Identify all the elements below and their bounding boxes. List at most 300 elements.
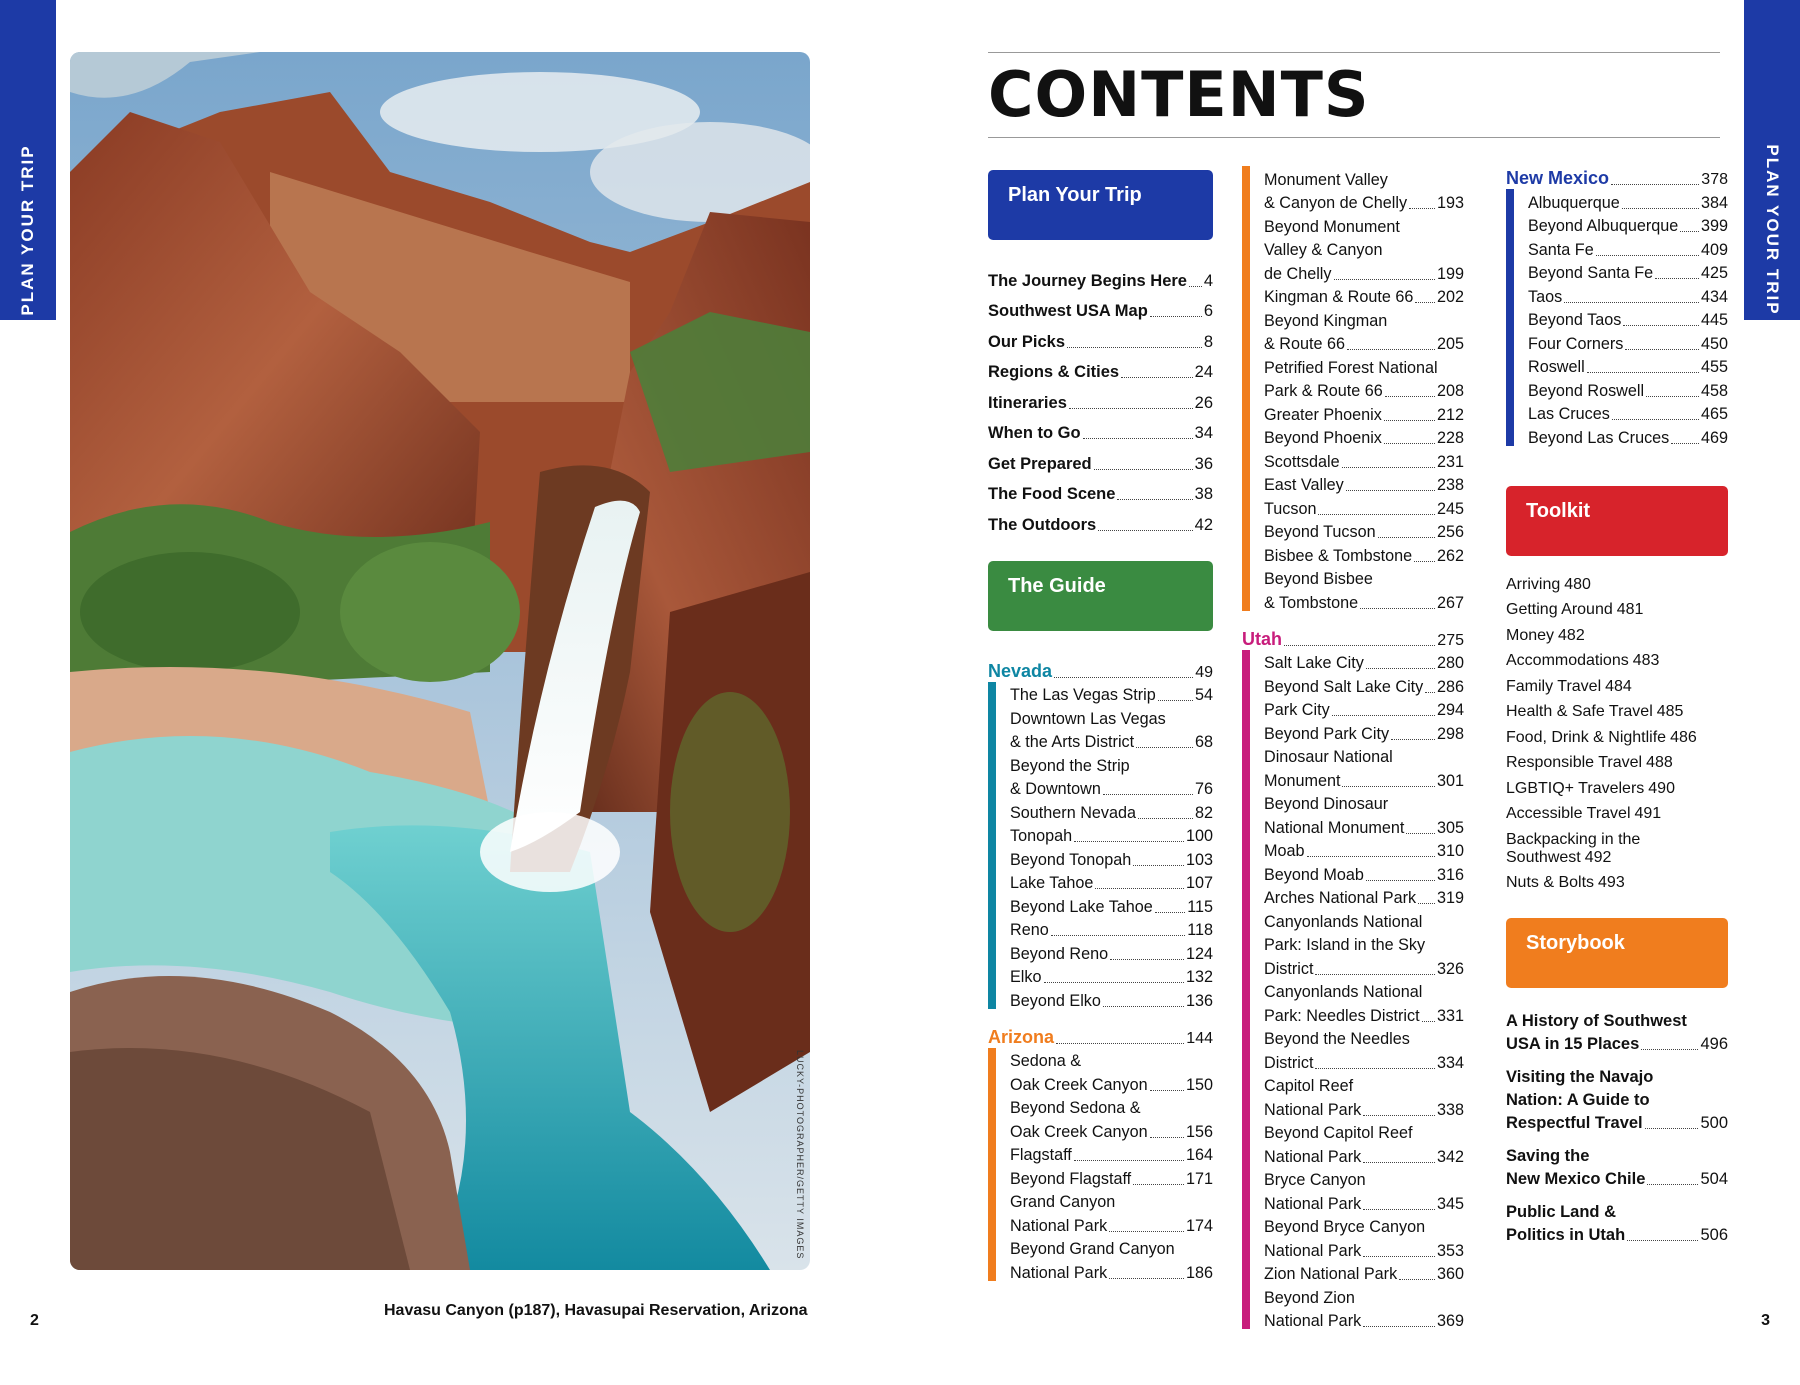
toc-entry-label: Bryce Canyon [1264,1171,1366,1189]
toc-entry-line [1506,1087,1728,1110]
toc-entry-label: Beyond Dinosaur [1264,795,1389,813]
toc-entry[interactable] [1264,979,1464,1026]
leader-dots [1625,349,1699,350]
toc-entry-label: Beyond Santa Fe [1528,264,1654,282]
toc-entry-page: 504 [1700,1170,1728,1188]
toc-entry[interactable] [1010,1048,1213,1095]
toc-entry-page: 484 [1605,677,1632,695]
toc-entry-label: District [1264,959,1314,978]
toc-entry[interactable] [1010,1236,1213,1283]
toc-entry[interactable] [1264,697,1464,721]
leader-dots [1646,396,1699,397]
leader-dots [1399,1279,1435,1280]
leader-dots [1095,888,1184,889]
toc-entry-label: Lake Tahoe [1010,874,1094,892]
toc-entry[interactable] [1264,166,1464,213]
toc-entry-page: 491 [1634,805,1662,822]
toc-entry-label: Beyond Las Cruces [1528,428,1670,447]
toc-entry[interactable] [1506,874,1728,892]
utah-list [1242,650,1464,1332]
toc-entry-line [1010,1118,1213,1142]
toc-entry-label: Oak Creek Canyon [1010,1122,1148,1141]
toc-entry[interactable] [1528,189,1728,213]
toc-entry-line [1264,378,1464,402]
toc-entry-line [1506,627,1728,645]
toc-entry-label: National Park [1010,1263,1108,1282]
toc-entry-label: USA in 15 Places [1506,1035,1640,1053]
toc-entry-label: The Outdoors [988,515,1097,534]
toc-entry-page: 280 [1436,654,1464,672]
toc-entry-page: 316 [1436,865,1464,884]
toc-entry-page: 480 [1564,575,1591,593]
toc-entry[interactable] [1528,424,1728,448]
toc-entry[interactable] [1506,576,1728,594]
leader-dots [1133,1184,1184,1185]
toc-entry-line [1010,870,1213,894]
toc-entry-label: Saving the [1506,1147,1590,1165]
toc-entry-label: Beyond Reno [1010,944,1109,963]
toc-entry-label: Tucson [1264,499,1317,518]
toc-entry-label: Backpacking in the [1506,830,1641,848]
contents-column-1 [988,170,1213,1283]
toc-entry-label: National Monument [1264,818,1405,837]
leader-dots [1117,499,1192,500]
toc-entry[interactable] [1264,354,1464,401]
toc-entry[interactable] [1506,703,1728,721]
toc-entry[interactable] [1506,1064,1728,1133]
toc-entry-label: Zion National Park [1264,1265,1398,1283]
leader-dots [1384,443,1435,444]
toc-entry[interactable] [1528,401,1728,425]
toc-entry[interactable] [988,504,1213,535]
toc-entry-line [1506,652,1728,670]
toc-entry[interactable] [1010,1189,1213,1236]
toc-entry-page: 208 [1436,382,1464,400]
leader-dots [1318,514,1435,515]
region-arizona[interactable]: Arizona 144 [988,1026,1213,1047]
storybook-list [1506,1008,1728,1245]
toc-entry-page: 256 [1436,523,1464,541]
toc-entry-label: Kingman & Route 66 [1264,288,1414,306]
toc-entry-label: Petrified Forest National [1264,358,1438,377]
toc-entry[interactable] [1010,823,1213,847]
section-plan-your-trip[interactable]: Plan Your Trip [988,170,1213,240]
toc-entry-label: Beyond Kingman [1264,311,1388,330]
toc-entry[interactable] [1010,870,1213,894]
toc-entry[interactable] [988,321,1213,352]
toc-entry[interactable] [1010,1165,1213,1189]
toc-entry[interactable] [1264,650,1464,674]
toc-entry-line [1264,838,1464,862]
leader-dots [1103,794,1193,795]
toc-entry-line [1528,330,1728,354]
toc-entry-label: Beyond Flagstaff [1010,1169,1132,1188]
toc-entry-page: 54 [1194,686,1213,704]
toc-entry-page: 458 [1700,381,1728,400]
toc-entry-page: 156 [1185,1122,1213,1141]
toc-entry-line [1506,1166,1728,1189]
toc-entry[interactable] [1010,987,1213,1011]
toc-entry[interactable] [1264,720,1464,744]
leader-dots [1627,1240,1698,1241]
toc-entry[interactable] [1010,964,1213,988]
toc-entry-label: District [1264,1053,1314,1072]
toc-entry-page: 36 [1194,454,1213,473]
toc-entry-label: National Park [1264,1312,1362,1330]
toc-entry-label: & Canyon de Chelly [1264,194,1408,212]
leader-dots [1363,1115,1435,1116]
toc-entry[interactable] [1506,754,1728,772]
toc-entry-label: Arches National Park [1264,889,1417,907]
leader-dots [1346,490,1435,491]
toc-entry-label: Salt Lake City [1264,654,1364,672]
toc-entry[interactable] [1264,448,1464,472]
toc-entry[interactable] [1264,495,1464,519]
toc-entry-line [1010,1165,1213,1189]
toc-entry-page: 488 [1646,754,1673,771]
toc-entry[interactable] [988,291,1213,322]
toc-entry-line [1264,885,1464,909]
toc-entry[interactable] [988,352,1213,383]
toc-entry-label: Park: Island in the Sky [1264,936,1426,954]
toc-entry-label: Beyond Phoenix [1264,429,1382,447]
toc-entry-label: Beyond Salt Lake City [1264,677,1424,696]
toc-entry-label: & the Arts District [1010,733,1135,751]
side-tab-label: PLAN YOUR TRIP [18,144,37,316]
leader-dots [1109,1278,1184,1279]
toc-entry-page: 267 [1436,593,1464,612]
toc-entry-label: Tonopah [1010,827,1073,845]
toc-entry[interactable] [1528,213,1728,237]
leader-dots [1150,316,1202,317]
toc-entry-line [1264,673,1464,697]
toc-entry-label: Canyonlands National [1264,983,1423,1001]
leader-dots [1414,561,1435,562]
leader-dots [1415,302,1435,303]
toc-entry-line [1528,354,1728,378]
toc-entry[interactable] [1264,744,1464,791]
toc-entry-label: Park: Needles District [1264,1006,1420,1025]
toc-entry[interactable] [988,474,1213,505]
toc-entry-line [1264,472,1464,496]
leader-dots [1596,255,1699,256]
toc-entry[interactable] [1264,307,1464,354]
toc-entry-line [1264,519,1464,543]
toc-entry[interactable] [1010,893,1213,917]
toc-entry-label: & Tombstone [1264,593,1359,612]
toc-entry[interactable] [1010,1142,1213,1166]
toc-entry[interactable] [1264,1284,1464,1331]
toc-entry-label: Flagstaff [1010,1146,1072,1164]
toc-entry-page: 500 [1700,1114,1728,1132]
toc-entry[interactable] [1264,885,1464,909]
toc-entry-line [1264,650,1464,674]
toc-entry-label: Bisbee & Tombstone [1264,546,1413,565]
toc-entry-line [1528,283,1728,307]
toc-entry[interactable] [1264,673,1464,697]
leader-dots [1315,974,1435,975]
toc-entry[interactable] [1264,791,1464,838]
toc-entry-label: Sedona & [1010,1052,1082,1070]
leader-dots [1647,1184,1698,1185]
toc-entry[interactable] [988,260,1213,291]
toc-entry-page: 103 [1185,850,1213,869]
toc-entry-line [1264,1190,1464,1214]
photo-caption: Havasu Canyon (p187), Havasupai Reservation, Arizona [384,1302,808,1319]
region-utah[interactable]: Utah 275 [1242,628,1464,649]
toc-entry-label: Albuquerque [1528,193,1620,212]
toc-entry-line [1264,190,1464,214]
leader-dots [1094,469,1193,470]
leader-dots [1044,982,1184,983]
toc-entry-label: Greater Phoenix [1264,405,1382,424]
toc-entry-page: 353 [1436,1241,1464,1260]
toc-entry[interactable] [1264,1167,1464,1214]
region-new-mexico[interactable]: New Mexico 378 [1506,168,1728,188]
toc-entry[interactable] [1264,1261,1464,1285]
leader-dots [1363,1256,1435,1257]
toc-entry-line [1010,1142,1213,1166]
toc-entry-label: Getting Around [1506,601,1613,618]
toolkit-list [1506,576,1728,893]
toc-entry-line [1528,213,1728,237]
toc-entry-label: Itineraries [988,393,1067,412]
toc-entry-label: Beyond Tonopah [1010,850,1132,869]
leader-dots [1622,208,1699,209]
leader-dots [1110,959,1184,960]
toc-entry[interactable] [1264,425,1464,449]
toc-entry[interactable] [1264,284,1464,308]
leader-dots [1655,278,1699,279]
leader-dots [1347,349,1435,350]
nevada-list [988,682,1213,1011]
toc-entry[interactable] [1264,838,1464,862]
section-the-guide[interactable]: The Guide [988,561,1213,631]
leader-dots [1406,833,1435,834]
toc-entry[interactable] [988,413,1213,444]
toc-entry[interactable] [1506,729,1728,747]
toc-entry[interactable] [1264,1120,1464,1167]
toc-entry-page: 305 [1436,818,1464,837]
toc-entry[interactable] [1506,780,1728,798]
leader-dots [1671,443,1699,444]
toc-entry[interactable] [1010,1095,1213,1142]
leader-dots [1418,903,1435,904]
toc-entry[interactable] [1506,627,1728,645]
toc-entry[interactable] [1528,260,1728,284]
toc-entry[interactable] [988,443,1213,474]
section-storybook[interactable]: Storybook [1506,918,1728,988]
toc-entry[interactable] [1010,846,1213,870]
toc-entry[interactable] [1264,1214,1464,1261]
toc-entry-label: Beyond Lake Tahoe [1010,897,1153,916]
toc-entry-label: Beyond Bryce Canyon [1264,1218,1426,1236]
toc-entry-line [1506,805,1728,823]
toc-entry[interactable] [1506,601,1728,619]
toc-entry-page: 34 [1194,424,1213,442]
toc-entry-line [1264,720,1464,744]
toc-entry[interactable] [1506,678,1728,696]
toc-entry-label: Beyond Park City [1264,724,1390,743]
toc-entry-line [1010,893,1213,917]
toc-entry-label: Arriving [1506,575,1561,593]
toc-entry[interactable] [1506,831,1728,867]
region-nevada[interactable]: Nevada 49 [988,660,1213,681]
leader-dots [1409,208,1435,209]
toc-entry-page: 369 [1436,1312,1464,1330]
toc-entry-line [1010,776,1213,800]
toc-entry-label: Beyond Zion [1264,1288,1355,1307]
toc-entry[interactable] [1264,1026,1464,1073]
toc-entry[interactable] [1528,307,1728,331]
toc-entry[interactable] [1528,283,1728,307]
toc-entry-line [1506,576,1728,594]
toc-entry-label: The Food Scene [988,485,1116,503]
toc-entry[interactable] [1506,805,1728,823]
toc-entry-label: Reno [1010,921,1049,939]
toc-entry-line [1010,682,1213,706]
toc-entry-label: Beyond Tucson [1264,523,1376,541]
toc-entry[interactable] [1264,542,1464,566]
toc-entry-page: 68 [1194,733,1213,751]
toc-entry[interactable] [1506,1143,1728,1189]
toc-entry-label: Respectful Travel [1506,1114,1643,1132]
leader-dots [1074,841,1184,842]
toc-entry-line [1010,917,1213,941]
toc-entry-label: Beyond Capitol Reef [1264,1124,1413,1142]
toc-entry-line [1010,799,1213,823]
toc-entry[interactable] [1506,652,1728,670]
toc-entry-line [1264,1096,1464,1120]
toc-entry-label: National Park [1264,1147,1362,1166]
toc-entry-page: 450 [1700,334,1728,353]
leader-dots [1315,1068,1435,1069]
toc-entry[interactable] [1010,940,1213,964]
toc-entry-line [1264,1308,1464,1332]
toc-entry-label: Beyond Sedona & [1010,1099,1141,1117]
toc-entry-label: National Park [1010,1216,1108,1235]
toc-entry-page: 301 [1436,771,1464,790]
toc-entry-label: Grand Canyon [1010,1193,1116,1211]
toc-entry-line [1264,401,1464,425]
toc-entry-page: 26 [1194,393,1213,412]
toc-entry[interactable] [1528,236,1728,260]
leader-dots [1342,786,1435,787]
toc-entry[interactable] [1264,908,1464,979]
toc-entry[interactable] [1010,752,1213,799]
leader-dots [1189,286,1202,287]
leader-dots [1363,1209,1435,1210]
toc-entry-line [1506,1031,1728,1054]
toc-entry-line [1264,697,1464,721]
toc-entry-line [1506,874,1728,892]
toc-entry[interactable] [1010,799,1213,823]
leader-dots [1083,438,1193,439]
toc-entry-line [1506,780,1728,798]
toc-entry[interactable] [1264,213,1464,284]
toc-entry-page: 8 [1203,332,1213,351]
leader-dots [1067,347,1202,348]
toc-entry-line [1264,284,1464,308]
leader-dots [1334,279,1435,280]
toc-entry[interactable] [1506,1199,1728,1245]
section-toolkit[interactable]: Toolkit [1506,486,1728,556]
leader-dots [1342,467,1435,468]
toc-entry-label: Responsible Travel [1506,754,1643,771]
toc-entry-label: Park City [1264,701,1330,719]
toc-entry-page: 294 [1436,701,1464,719]
toc-entry-label: Beyond Roswell [1528,381,1645,400]
toc-entry-page: 345 [1436,1194,1464,1213]
toc-entry-page: 425 [1700,264,1728,282]
toc-entry[interactable] [1528,330,1728,354]
toc-entry-label: Southwest [1506,848,1581,866]
toc-entry[interactable] [988,382,1213,413]
toc-entry-label: Beyond the Needles [1264,1030,1410,1048]
toc-entry-line [1010,846,1213,870]
toc-entry[interactable] [1264,472,1464,496]
toc-entry[interactable] [1010,917,1213,941]
toc-entry[interactable] [1264,1073,1464,1120]
toc-entry-page: 164 [1185,1146,1213,1164]
toc-entry-page: 24 [1194,363,1213,381]
toc-entry-page: 331 [1436,1006,1464,1025]
toc-entry-page: 286 [1436,677,1464,696]
toc-entry[interactable] [1010,682,1213,706]
toc-entry-label: Politics in Utah [1506,1226,1626,1244]
toc-entry-page: 485 [1656,703,1684,720]
toc-entry-line [1010,729,1213,753]
toc-entry-label: Accessible Travel [1506,805,1631,822]
toc-entry-page: 434 [1700,287,1728,306]
toc-entry-label: The Las Vegas Strip [1010,686,1156,704]
toc-entry-label: LGBTIQ+ Travelers [1506,779,1645,797]
toc-entry-line [1528,307,1728,331]
toc-entry[interactable] [1506,1008,1728,1054]
toc-entry-page: 212 [1436,405,1464,424]
toc-entry-page: 298 [1436,724,1464,743]
toc-entry-line [1506,754,1728,772]
toc-entry-line [1264,448,1464,472]
toc-entry-label: Southern Nevada [1010,803,1136,822]
toc-entry-page: 496 [1700,1035,1728,1053]
toc-entry[interactable] [1528,354,1728,378]
toc-entry[interactable] [1264,401,1464,425]
toc-entry-label: Santa Fe [1528,240,1594,259]
toc-entry[interactable] [1528,377,1728,401]
leader-dots [1103,1006,1184,1007]
toc-entry-label: Public Land & [1506,1203,1617,1221]
toc-entry-label: Four Corners [1528,334,1624,353]
toc-entry-page: 409 [1700,240,1728,259]
contents-column-3 [1506,166,1728,1255]
toc-entry-page: 193 [1436,194,1464,212]
toc-entry-page: 262 [1436,546,1464,565]
toc-entry-label: Food, Drink & Nightlife [1506,728,1667,746]
toc-entry[interactable] [1010,705,1213,752]
toc-entry-line [1528,189,1728,213]
toc-entry-line [1010,1212,1213,1236]
leader-dots [1098,530,1192,531]
toc-entry[interactable] [1264,566,1464,613]
toc-entry-label: Nuts & Bolts [1506,874,1595,891]
leader-dots [1158,700,1193,701]
toc-entry[interactable] [1264,519,1464,543]
leader-dots [1680,231,1699,232]
toc-entry-page: 174 [1185,1216,1213,1235]
toc-entry[interactable] [1264,861,1464,885]
toc-entry-page: 481 [1616,601,1644,618]
